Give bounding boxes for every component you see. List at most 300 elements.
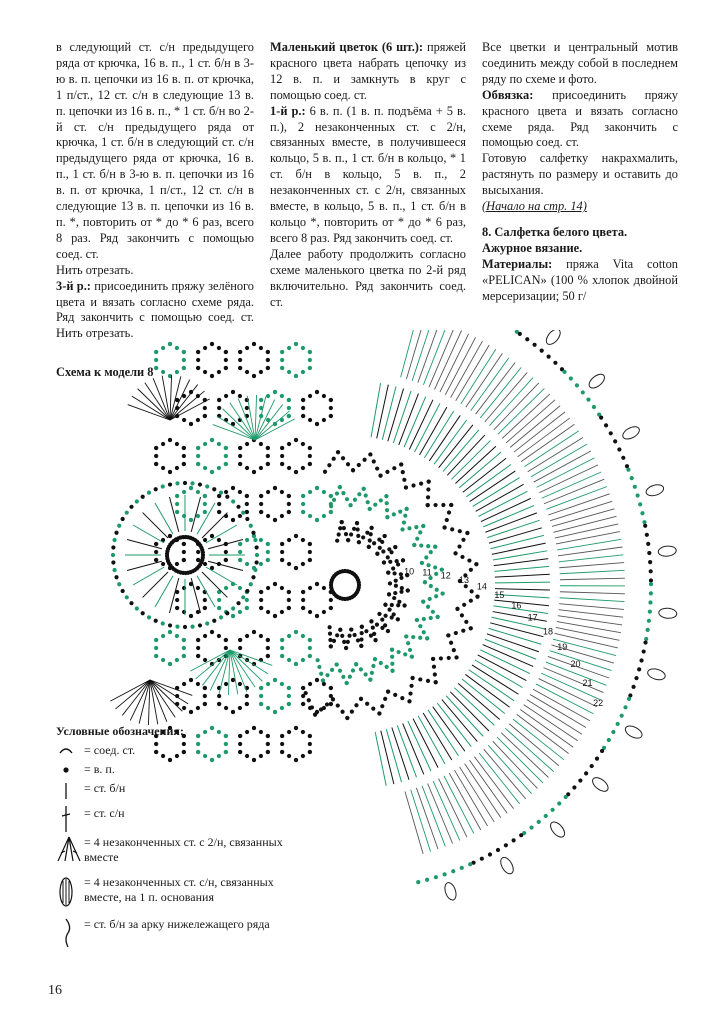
chain-stitch-mark [346, 538, 350, 542]
chain-stitch-mark [308, 682, 312, 686]
chain-stitch-mark [308, 586, 312, 590]
chain-stitch-mark [196, 350, 200, 354]
chain-stitch-mark [385, 515, 389, 519]
stitch-spoke [474, 757, 513, 809]
chain-stitch-mark [424, 555, 428, 559]
chain-stitch-mark [301, 370, 305, 374]
chain-stitch-mark [426, 679, 430, 683]
chain-stitch-mark [431, 610, 435, 614]
chain-stitch-mark [196, 454, 200, 458]
chain-stitch-mark [175, 606, 179, 610]
stitch-spoke [127, 561, 162, 570]
chain-stitch-mark [329, 598, 333, 602]
chain-stitch-mark [426, 495, 430, 499]
chain-stitch-mark [322, 394, 326, 398]
chain-stitch-mark [154, 350, 158, 354]
chain-stitch-mark [259, 346, 263, 350]
chain-stitch-mark [342, 526, 346, 530]
stitch-spoke [465, 764, 501, 818]
stitch-spoke [534, 451, 591, 482]
chain-stitch-mark [400, 527, 404, 531]
chain-stitch-mark [280, 542, 284, 546]
chain-stitch-mark [203, 502, 207, 506]
chain-stitch-mark [383, 534, 387, 538]
chain-stitch-mark [462, 603, 466, 607]
chain-stitch-mark [196, 418, 200, 422]
chain-stitch-mark [540, 348, 544, 352]
chain-stitch-mark [329, 494, 333, 498]
chain-stitch-mark [634, 676, 638, 680]
chain-stitch-mark [182, 514, 186, 518]
chain-stitch-mark [203, 370, 207, 374]
chain-stitch-mark [154, 646, 158, 650]
chain-stitch-mark [301, 702, 305, 706]
chain-stitch-mark [365, 702, 369, 706]
chain-stitch-mark [287, 590, 291, 594]
chain-stitch-mark [238, 446, 242, 450]
stitch-spoke [491, 535, 544, 548]
stitch-spoke [506, 400, 555, 443]
chain-stitch-mark [584, 771, 588, 775]
section-heading: 8. Салфетка белого цвета. [482, 224, 628, 239]
chain-stitch-mark [259, 562, 263, 566]
chain-stitch-mark [390, 648, 394, 652]
chain-stitch-mark [398, 510, 402, 514]
stitch-spoke [440, 334, 469, 392]
chain-stitch-mark [287, 694, 291, 698]
chain-stitch-mark [287, 502, 291, 506]
chain-stitch-mark [308, 742, 312, 746]
chain-stitch-mark [418, 530, 422, 534]
chain-stitch-mark [217, 694, 221, 698]
stitch-spoke [501, 733, 548, 778]
chain-stitch-mark [332, 457, 336, 461]
chain-stitch-mark [182, 454, 186, 458]
chain-stitch-mark [135, 606, 139, 610]
chain-stitch-mark [129, 505, 133, 509]
chain-stitch-mark [371, 664, 375, 668]
chain-stitch-mark [249, 582, 253, 586]
chain-stitch-mark [377, 612, 381, 616]
chain-stitch-mark [380, 626, 384, 630]
chain-stitch-mark [308, 550, 312, 554]
chain-stitch-mark [217, 398, 221, 402]
chain-stitch-mark [368, 507, 372, 511]
chain-stitch-mark [210, 534, 214, 538]
chain-stitch-mark [308, 462, 312, 466]
chain-stitch-mark [308, 706, 312, 710]
chain-stitch-mark [245, 538, 249, 542]
chain-stitch-mark [322, 682, 326, 686]
single-crochet-icon [56, 781, 82, 801]
chain-stitch-mark [572, 785, 576, 789]
chain-stitch-mark [287, 466, 291, 470]
chain-stitch-mark [408, 691, 412, 695]
chain-stitch-mark [449, 641, 453, 645]
chain-stitch-mark [266, 358, 270, 362]
chain-stitch-mark [117, 524, 121, 528]
chain-stitch-mark [280, 394, 284, 398]
chain-stitch-mark [259, 606, 263, 610]
chain-stitch-mark [480, 857, 484, 861]
chain-stitch-mark [381, 549, 385, 553]
chain-stitch-mark [400, 586, 404, 590]
paragraph: Все цветки и центральный мотив соединить между собой в последнем ряду по схеме и фото. [482, 40, 678, 86]
chain-stitch-mark [182, 706, 186, 710]
cluster-mark [623, 724, 644, 741]
stitch-spoke [494, 559, 549, 566]
chain-stitch-mark [351, 468, 355, 472]
chain-stitch-mark [182, 358, 186, 362]
chain-stitch-mark [196, 490, 200, 494]
stitch-spoke [143, 572, 168, 597]
legend-text: = ст. б/н за арку нижележащего ряда [84, 917, 270, 931]
chain-stitch-mark [436, 615, 440, 619]
chain-stitch-mark [245, 694, 249, 698]
stitch-spoke [497, 737, 543, 783]
sc-over-arch-icon [56, 917, 82, 949]
chain-stitch-mark [621, 456, 625, 460]
chain-stitch-mark [387, 592, 391, 596]
stitch-spoke [479, 753, 520, 804]
chain-stitch-mark [203, 606, 207, 610]
chain-stitch-mark [397, 650, 401, 654]
chain-stitch-mark [308, 638, 312, 642]
chain-stitch-mark [203, 494, 207, 498]
chain-stitch-mark [301, 406, 305, 410]
stitch-spoke [445, 337, 475, 394]
chain-stitch-mark [175, 370, 179, 374]
chain-stitch-mark [371, 707, 375, 711]
stitch-spoke [206, 567, 237, 585]
chain-stitch-mark [224, 358, 228, 362]
stitch-spoke [463, 458, 506, 492]
chain-stitch-mark [308, 446, 312, 450]
chain-stitch-mark [182, 638, 186, 642]
chain-stitch-mark [280, 358, 284, 362]
chain-stitch-mark [266, 514, 270, 518]
chain-stitch-mark [266, 654, 270, 658]
chain-stitch-mark [454, 655, 458, 659]
chain-stitch-mark [175, 562, 179, 566]
chain-stitch-mark [399, 590, 403, 594]
chain-stitch-mark [168, 342, 172, 346]
chain-stitch-mark [369, 634, 373, 638]
paragraph-text: присоединить пряжу красного цвета и вязать согласно схеме ряда. Ряд закончить с помощью соед. ст. [482, 87, 678, 150]
chain-stitch-mark [434, 680, 438, 684]
stitch-spoke [386, 729, 401, 782]
chain-stitch-mark [225, 611, 229, 615]
chain-stitch-mark [366, 500, 370, 504]
cluster-mark [443, 881, 458, 901]
chain-stitch-mark [189, 678, 193, 682]
chain-stitch-mark [329, 702, 333, 706]
chain-stitch-mark [301, 634, 305, 638]
chain-stitch-mark [332, 639, 336, 643]
chain-stitch-mark [210, 438, 214, 442]
chain-stitch-mark [394, 579, 398, 583]
chain-stitch-mark [259, 370, 263, 374]
chain-stitch-mark [238, 706, 242, 710]
chain-stitch-mark [238, 638, 242, 642]
chain-stitch-mark [315, 678, 319, 682]
chain-stitch-mark [340, 710, 344, 714]
cluster-mark [646, 667, 666, 682]
chain-stitch-mark [224, 366, 228, 370]
chain-stitch-mark [154, 462, 158, 466]
chain-stitch-mark [373, 638, 377, 642]
chain-stitch-mark [287, 346, 291, 350]
chain-stitch-mark [370, 671, 374, 675]
chain-stitch-mark [599, 416, 603, 420]
chain-stitch-mark [458, 529, 462, 533]
chain-stitch-mark [389, 550, 393, 554]
chain-stitch-mark [647, 619, 651, 623]
chain-stitch-mark [341, 491, 345, 495]
chain-stitch-mark [642, 649, 646, 653]
stitch-spoke [442, 700, 478, 742]
chain-stitch-mark [175, 494, 179, 498]
chain-stitch-mark [407, 526, 411, 530]
chain-stitch-mark [205, 484, 209, 488]
chain-stitch-mark [196, 358, 200, 362]
row-number: 18 [542, 626, 553, 637]
chain-stitch-mark [329, 644, 333, 648]
chain-stitch-mark [238, 366, 242, 370]
chain-stitch-mark [357, 492, 361, 496]
chain-stitch-mark [609, 431, 613, 435]
stitch-spoke [455, 446, 495, 483]
chain-stitch-mark [175, 658, 179, 662]
chain-stitch-mark [386, 570, 390, 574]
chain-stitch-mark [647, 551, 651, 555]
chain-stitch-mark [450, 527, 454, 531]
cluster-mark [621, 424, 642, 441]
chain-stitch-mark [633, 485, 637, 489]
chain-stitch-mark [404, 634, 408, 638]
chain-stitch-mark [322, 514, 326, 518]
chain-stitch-mark [468, 862, 472, 866]
chain-stitch-mark [470, 589, 474, 593]
chain-stitch-mark [378, 474, 382, 478]
chain-stitch-mark [340, 520, 344, 524]
chain-stitch-mark [168, 630, 172, 634]
chain-stitch-mark [175, 442, 179, 446]
chain-stitch-mark [329, 398, 333, 402]
chain-stitch-mark [182, 558, 186, 562]
chain-stitch-mark [396, 562, 400, 566]
chain-stitch-mark [259, 702, 263, 706]
chain-stitch-mark [154, 542, 158, 546]
chain-stitch-mark [182, 462, 186, 466]
chain-stitch-mark [280, 558, 284, 562]
chain-stitch-mark [154, 550, 158, 554]
chain-stitch-mark [182, 446, 186, 450]
stitch-spoke [462, 679, 505, 713]
chain-stitch-mark [225, 495, 229, 499]
chain-stitch-mark [287, 634, 291, 638]
chain-stitch-mark [154, 366, 158, 370]
chain-stitch-mark [212, 619, 216, 623]
stitch-spoke [197, 576, 215, 607]
chain-stitch-mark [168, 438, 172, 442]
chain-stitch-mark [428, 597, 432, 601]
chain-stitch-mark [435, 588, 439, 592]
chain-stitch-mark [581, 390, 585, 394]
chain-stitch-mark [620, 714, 624, 718]
chain-stitch-mark [607, 738, 611, 742]
chain-stitch-mark [359, 637, 363, 641]
stitch-spoke [495, 582, 550, 583]
chain-stitch-icon [56, 762, 82, 776]
chain-stitch-mark [238, 550, 242, 554]
stitch-spoke [461, 349, 496, 404]
chain-stitch-mark [649, 569, 653, 573]
chain-stitch-mark [196, 706, 200, 710]
chain-stitch-mark [322, 418, 326, 422]
chain-stitch-mark [396, 603, 400, 607]
chain-stitch-mark [280, 610, 284, 614]
chain-stitch-mark [433, 545, 437, 549]
chain-stitch-mark [360, 625, 364, 629]
chain-stitch-mark [196, 366, 200, 370]
chain-stitch-mark [341, 456, 345, 460]
chain-stitch-mark [245, 510, 249, 514]
stitch-spoke [514, 412, 565, 452]
chain-stitch-mark [364, 493, 368, 497]
chain-stitch-mark [273, 710, 277, 714]
legend-text: = соед. ст. [84, 743, 136, 757]
chain-stitch-mark [147, 615, 151, 619]
chain-stitch-mark [154, 446, 158, 450]
chain-stitch-mark [329, 406, 333, 410]
chain-stitch-mark [273, 614, 277, 618]
chain-stitch-mark [328, 638, 332, 642]
chain-stitch-mark [519, 833, 523, 837]
chain-stitch-mark [564, 795, 568, 799]
chain-stitch-mark [308, 514, 312, 518]
stitch-spoke [375, 732, 386, 786]
chain-stitch-mark [121, 589, 125, 593]
chain-stitch-mark [301, 598, 305, 602]
chain-stitch-mark [308, 366, 312, 370]
stitch-spoke [473, 478, 520, 507]
legend-text: = ст. б/н [84, 781, 126, 795]
chain-stitch-mark [388, 560, 392, 564]
stitch-spoke [458, 683, 500, 719]
stitch-spoke [388, 389, 404, 442]
chain-stitch-mark [345, 497, 349, 501]
legend-item [56, 917, 306, 932]
stitch-spoke [420, 407, 447, 455]
chain-stitch-mark [231, 614, 235, 618]
stitch-spoke [424, 411, 453, 458]
chain-stitch-mark [623, 705, 627, 709]
stitch-spoke [542, 472, 601, 498]
chain-stitch-mark [266, 706, 270, 710]
chain-stitch-mark [315, 486, 319, 490]
chain-stitch-mark [529, 825, 533, 829]
legend-text: = 4 незаконченных ст. с/н, связанных вместе, на 1 п. основания [84, 875, 274, 904]
chain-stitch-mark [617, 447, 621, 451]
chain-stitch-mark [457, 544, 461, 548]
chain-stitch-mark [467, 558, 471, 562]
chain-stitch-mark [287, 406, 291, 410]
chain-stitch-mark [451, 869, 455, 873]
chain-stitch-mark [287, 370, 291, 374]
chain-stitch-mark [356, 534, 360, 538]
chain-stitch-mark [168, 534, 172, 538]
chain-stitch-mark [595, 756, 599, 760]
chain-stitch-mark [446, 633, 450, 637]
chain-stitch-mark [182, 490, 186, 494]
chain-stitch-mark [639, 658, 643, 662]
paragraph: в следующий ст. с/н предыдущего ряда от крючка, 16 в. п., 1 ст. б/н в 3-ю в. п. цепочки из 16 в. п. от крючка, 1 п/ст., 12 ст. с/н в следующие 13 в. п. цепочки из 16 в. п., * 1 ст. б/н во 2-й ст. с/н предыдущего ряда от крючка, 1 ст. б/н в следующий ст. с/н предыдущего ряда от крючка, 16 в. п., 1 ст. б/н в 3-ю в. п. цепочки из 16 в. п. от крючка, 1 п/ст., 12 ст. с/н в следующие 13 в. п. цепочки из 16 в. п. *, повторить от * до * 6 раз, всего 8 раз. Ряд закончить с помощью соед. ст. [56, 40, 254, 261]
chain-stitch-mark [259, 502, 263, 506]
row-label: 1-й р.: [270, 103, 306, 118]
stitch-spoke [489, 528, 542, 543]
paragraph [482, 257, 678, 305]
chain-stitch-mark [512, 838, 516, 842]
chain-stitch-mark [175, 502, 179, 506]
chain-stitch-mark [280, 550, 284, 554]
chain-stitch-mark [415, 618, 419, 622]
chain-stitch-mark [443, 872, 447, 876]
chain-stitch-mark [402, 478, 406, 482]
cluster-mark [658, 607, 677, 619]
chain-stitch-mark [461, 538, 465, 542]
chain-stitch-mark [649, 578, 653, 582]
stitch-spoke [509, 724, 559, 766]
stitch-spoke [485, 372, 527, 421]
chain-stitch-mark [231, 678, 235, 682]
chain-stitch-mark [301, 562, 305, 566]
chain-stitch-mark [407, 699, 411, 703]
chain-stitch-mark [460, 555, 464, 559]
chain-stitch-mark [182, 350, 186, 354]
chain-stitch-mark [259, 694, 263, 698]
stitch-spoke [155, 576, 173, 607]
chain-stitch-mark [401, 470, 405, 474]
chain-stitch-mark [245, 346, 249, 350]
chain-stitch-mark [317, 665, 321, 669]
chain-stitch-mark [280, 462, 284, 466]
chain-stitch-mark [616, 722, 620, 726]
chain-stitch-mark [210, 342, 214, 346]
stitch-spoke [469, 670, 514, 701]
chain-stitch-mark [175, 702, 179, 706]
chain-stitch-mark [315, 710, 319, 714]
stitch-spoke [505, 728, 553, 771]
chain-stitch-mark [182, 542, 186, 546]
chain-stitch-mark [386, 555, 390, 559]
legend-item [56, 781, 306, 796]
chain-stitch-mark [183, 481, 187, 485]
chain-stitch-mark [190, 481, 194, 485]
chain-stitch-mark [294, 374, 298, 378]
row-number: 16 [511, 600, 522, 611]
chain-stitch-mark [231, 499, 235, 503]
chain-stitch-mark [399, 462, 403, 466]
chain-stitch-mark [364, 672, 368, 676]
chain-stitch-mark [322, 706, 326, 710]
chain-stitch-mark [645, 533, 649, 537]
legend [56, 724, 306, 932]
chain-stitch-mark [224, 490, 228, 494]
row-number: 19 [557, 641, 568, 652]
chain-stitch-mark [236, 505, 240, 509]
chain-stitch-mark [161, 658, 165, 662]
